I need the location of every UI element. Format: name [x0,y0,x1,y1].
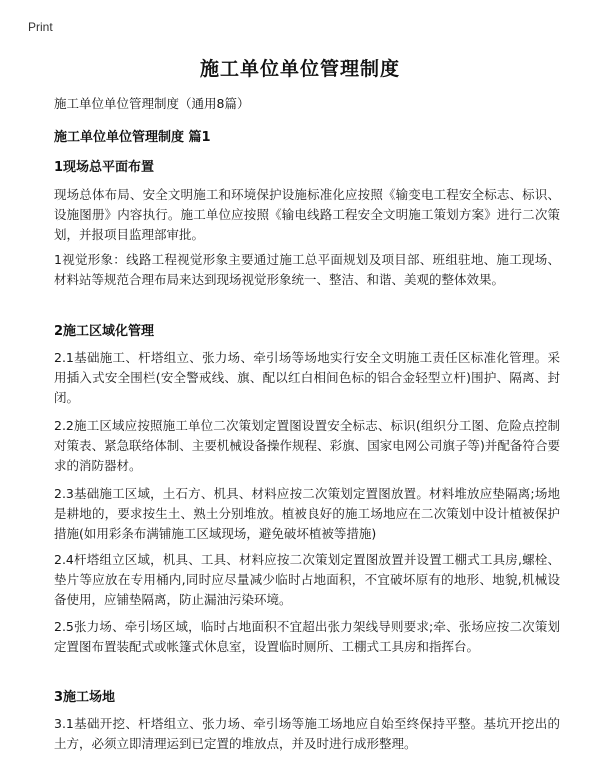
paragraph: 2.4杆塔组立区域，机具、工具、材料应按二次策划定置图放置并设置工棚式工具房,螺栓、垫片等应放在专用桶内,同时应尽量减少临时占地面积，不宜破坏原有的地形、地貌,机械设备使用，应铺垫隔离，防止漏油污染环境。 [54,552,560,607]
paragraph: 2.1基础施工、杆塔组立、张力场、牵引场等场地实行安全文明施工责任区标准化管理。采用插入式安全围栏(安全警戒线、旗、配以红白相间色标的铝合金轻型立杆)围护、隔离、封闭。 [54,350,560,405]
page-title: 施工单位单位管理制度 [199,58,400,80]
paragraph: 3.1基础开挖、杆塔组立、张力场、牵引场等施工场地应自始至终保持平整。基坑开挖出的土方，必须立即清理运到已定置的堆放点，并及时进行成形整理。 [54,716,560,751]
paragraph: 2.3基础施工区域，土石方、机具、材料应按二次策划定置图放置。材料堆放应垫隔离;场地是耕地的，要求按生土、熟土分别堆放。植被良好的施工场地应在二次策划中设计植被保护措施(如用彩条布满铺施工区域现场，避免破坏植被等措施) [54,486,560,541]
paragraph: 2.2施工区域应按照施工单位二次策划定置图设置安全标志、标识(组织分工图、危险点控制对策表、紧急联络体制、主要机械设备操作规程、彩旗、国家电网公司旗子等)并配备符合要求的消防器材。 [54,418,560,473]
paragraph: 1视觉形象：线路工程视觉形象主要通过施工总平面规划及项目部、班组驻地、施工现场、材料站等规范合理布局来达到现场视觉形象统一、整洁、和谐、美观的整体效果。 [54,252,560,287]
print-label[interactable]: Print [28,20,53,34]
article-title: 施工单位单位管理制度 篇1 [54,130,211,145]
section-heading-1: 1现场总平面布置 [54,160,155,175]
section-heading-2: 2施工区域化管理 [54,324,155,339]
paragraph: 现场总体布局、安全文明施工和环境保护设施标准化应按照《输变电工程安全标志、标识、设施图册》内容执行。施工单位应按照《输电线路工程安全文明施工策划方案》进行二次策划，并报项目监理部审批。 [54,187,560,242]
section-heading-3: 3施工场地 [54,690,116,705]
document-subtitle: 施工单位单位管理制度（通用8篇） [54,96,250,111]
paragraph: 2.5张力场、牵引场区域，临时占地面积不宜超出张力架线导则要求;牵、张场应按二次策划定置图布置装配式或帐篷式休息室，设置临时厕所、工棚式工具房和指挥台。 [54,619,560,654]
